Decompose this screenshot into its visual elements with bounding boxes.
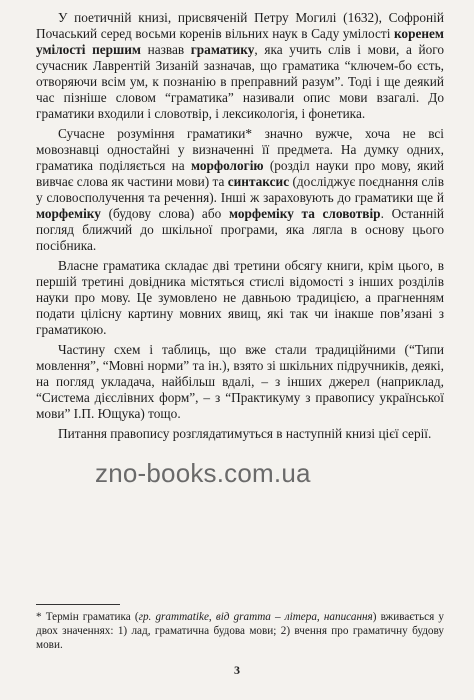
paragraph-4 bbox=[36, 342, 444, 422]
footnote-run: * Термін граматика ( bbox=[36, 611, 139, 623]
paragraph-3-run: Власне граматика складає дві третини обсягу книги, крім цього, в першій третині довідника містяться стислі відомості з інших розділів науки про мову. Це зумовлено не давньою традицією, а прагненням подати цілісну картину мовних явищ, які так чи інакше пов’язані з граматикою. bbox=[36, 258, 444, 337]
footnote-run: гр. grammatike bbox=[138, 611, 209, 623]
paragraph-5 bbox=[36, 426, 444, 442]
paragraph-1 bbox=[36, 10, 444, 122]
paragraph-5-run: Питання правопису розглядатимуться в наступній книзі цієї серії. bbox=[58, 426, 432, 441]
paragraph-2-run: (будову слова) або bbox=[100, 206, 229, 221]
body-text bbox=[36, 10, 444, 446]
footnote-run: від gramma – літера, написання bbox=[215, 611, 373, 623]
paragraph-1-run: коренем умілості першим bbox=[36, 26, 444, 57]
footnote-separator bbox=[36, 604, 120, 605]
paragraph-2-run: морфеміку та словотвір bbox=[228, 206, 381, 221]
paragraph-2-run: (досліджує поєднання слів у словосполучення та речення). Інші ж зараховують до граматики ще й bbox=[36, 174, 444, 205]
paragraph-2 bbox=[36, 126, 444, 254]
paragraph-1-run: , яка учить слів і мови, а його сучасник Лаврентій Зизаній зазначав, що граматика “ключем-бо єсть, отворяючи всім ум, к познанію в преправний разум”. Тоді і ще деякий час пізніше словом “граматика” називали опис мови взагалі. До граматики входили і словотвір, і лексикологія, і фонетика. bbox=[36, 42, 444, 121]
paragraph-2-run: морфологію bbox=[190, 158, 264, 173]
footnote-run: , bbox=[208, 611, 216, 623]
paragraph-1-run: граматику bbox=[190, 42, 255, 57]
paragraph-2-run: . Останній погляд ближчий до шкільної програми, яка лягла в основу цього посібника. bbox=[36, 206, 444, 253]
watermark: zno-books.com.ua bbox=[95, 458, 311, 488]
paragraph-2-run: морфеміку bbox=[36, 206, 101, 221]
paragraph-1-run: назвав bbox=[140, 42, 191, 57]
paragraph-1-run: У поетичній книзі, присвяченій Петру Могилі (1632), Софроній Почаський серед восьми коренів вільних наук в Саду умілості bbox=[36, 10, 444, 41]
paragraph-2-run: Сучасне розуміння граматики* значно вужче, хоча не всі мовознавці одностайні у визначенні її предмета. На думку одних, граматика поділяється на bbox=[36, 126, 444, 173]
page-number: 3 bbox=[234, 663, 240, 677]
paragraph-4-run: Частину схем і таблиць, що вже стали традиційними (“Типи мовлення”, “Мовні норми” та ін.), взято зі шкільних підручників, деякі, на погляд укладача, найбільш вдалі, – з інших джерел (наприклад, “Система дієслівних форм”, – з “Практикуму з правопису української мови” І.П. Ющука) тощо. bbox=[36, 342, 444, 421]
paragraph-3 bbox=[36, 258, 444, 338]
footnote-run: ) вживається у двох значеннях: 1) лад, граматична будова мови; 2) вчення про граматичну будову мови. bbox=[36, 611, 444, 651]
footnote bbox=[36, 610, 444, 652]
paragraph-2-run: синтаксис bbox=[227, 174, 290, 189]
paragraph-2-run: (розділ науки про мову, який вивчає слова як частини мови) та bbox=[36, 158, 444, 189]
